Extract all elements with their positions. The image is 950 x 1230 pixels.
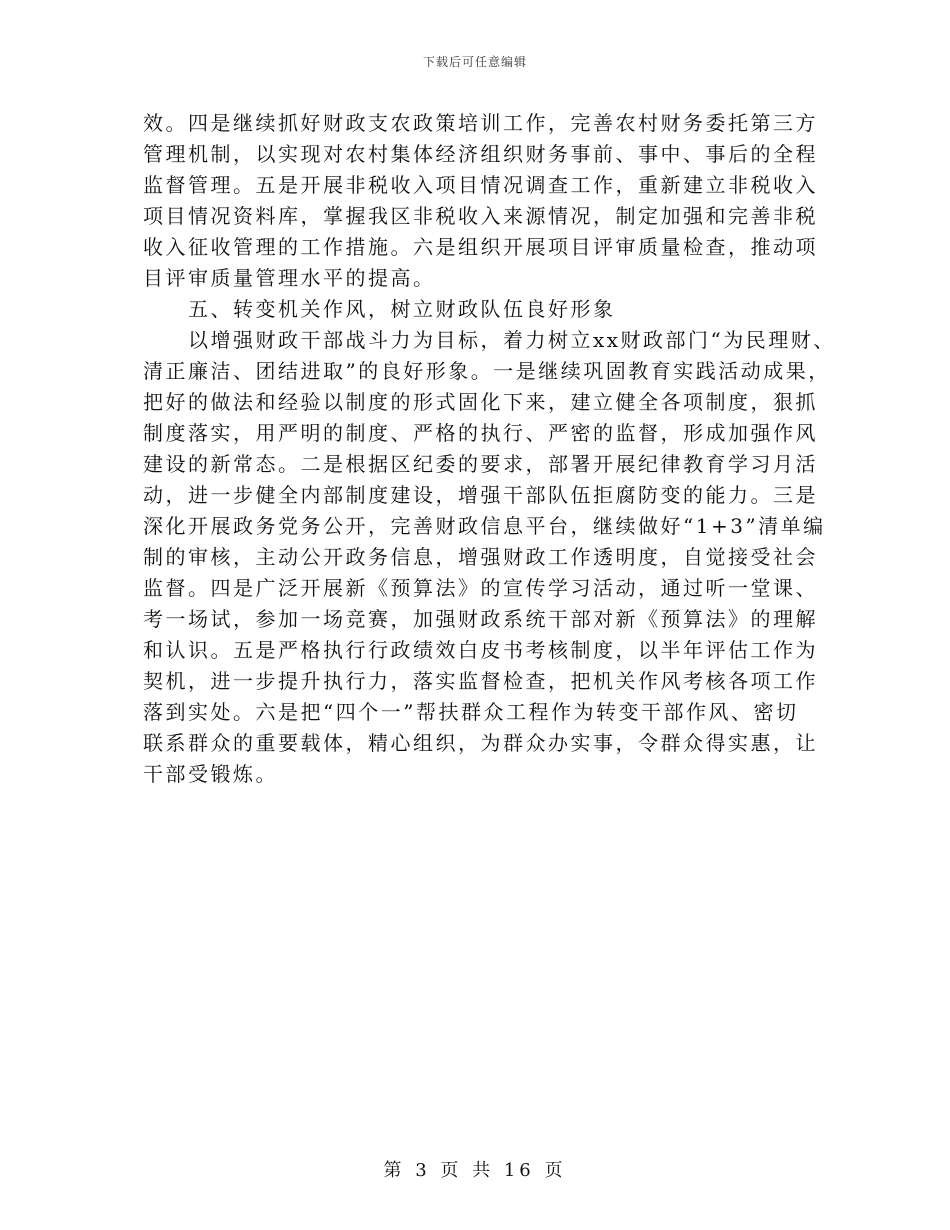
body-line: 动，进一步健全内部制度建设，增强干部队伍拒腐防变的能力。三是: [143, 483, 818, 507]
body-line: 清正廉洁、团结进取”的良好形象。一是继续巩固教育实践活动成果，: [143, 359, 831, 383]
body-line: 建设的新常态。二是根据区纪委的要求，部署开展纪律教育学习月活: [143, 452, 818, 476]
body-line: 效。四是继续抓好财政支农政策培训工作，完善农村财务委托第三方: [143, 111, 818, 135]
document-body: [143, 108, 863, 790]
body-line: 监督。四是广泛开展新《预算法》的宣传学习活动，通过听一堂课、: [143, 576, 818, 600]
body-line: 落到实处。六是把“四个一”帮扶群众工程作为转变干部作风、密切: [143, 700, 799, 724]
paragraph-first-line: 以增强财政干部战斗力为目标，着力树立xx财政部门“为民理财、: [188, 328, 836, 352]
body-line: 监督管理。五是开展非税收入项目情况调查工作，重新建立非税收入: [143, 173, 818, 197]
body-line: 目评审质量管理水平的提高。: [143, 266, 436, 290]
body-line: 契机，进一步提升执行力，落实监督检查，把机关作风考核各项工作: [143, 669, 818, 693]
section-heading: 五、转变机关作风，树立财政队伍良好形象: [188, 297, 616, 321]
body-line: 制的审核，主动公开政务信息，增强财政工作透明度，自觉接受社会: [143, 545, 818, 569]
body-line: 管理机制，以实现对农村集体经济组织财务事前、事中、事后的全程: [143, 142, 818, 166]
body-line: 联系群众的重要载体，精心组织，为群众办实事，令群众得实惠，让: [143, 731, 818, 755]
page-number-footer: 第 3 页 共 16 页: [383, 1160, 567, 1181]
body-line: 深化开展政务党务公开，完善财政信息平台，继续做好“1+3”清单编: [143, 514, 826, 538]
body-line: 考一场试，参加一场竞赛，加强财政系统干部对新《预算法》的理解: [143, 607, 818, 631]
body-line: 干部受锻炼。: [143, 762, 278, 786]
page-header: 下载后可任意编辑: [422, 55, 527, 69]
body-line: 项目情况资料库，掌握我区非税收入来源情况，制定加强和完善非税: [143, 204, 818, 228]
body-line: 和认识。五是严格执行行政绩效白皮书考核制度，以半年评估工作为: [143, 638, 818, 662]
body-line: 把好的做法和经验以制度的形式固化下来，建立健全各项制度，狠抓: [143, 390, 818, 414]
body-line: 制度落实，用严明的制度、严格的执行、严密的监督，形成加强作风: [143, 421, 818, 445]
body-line: 收入征收管理的工作措施。六是组织开展项目评审质量检查，推动项: [143, 235, 818, 259]
